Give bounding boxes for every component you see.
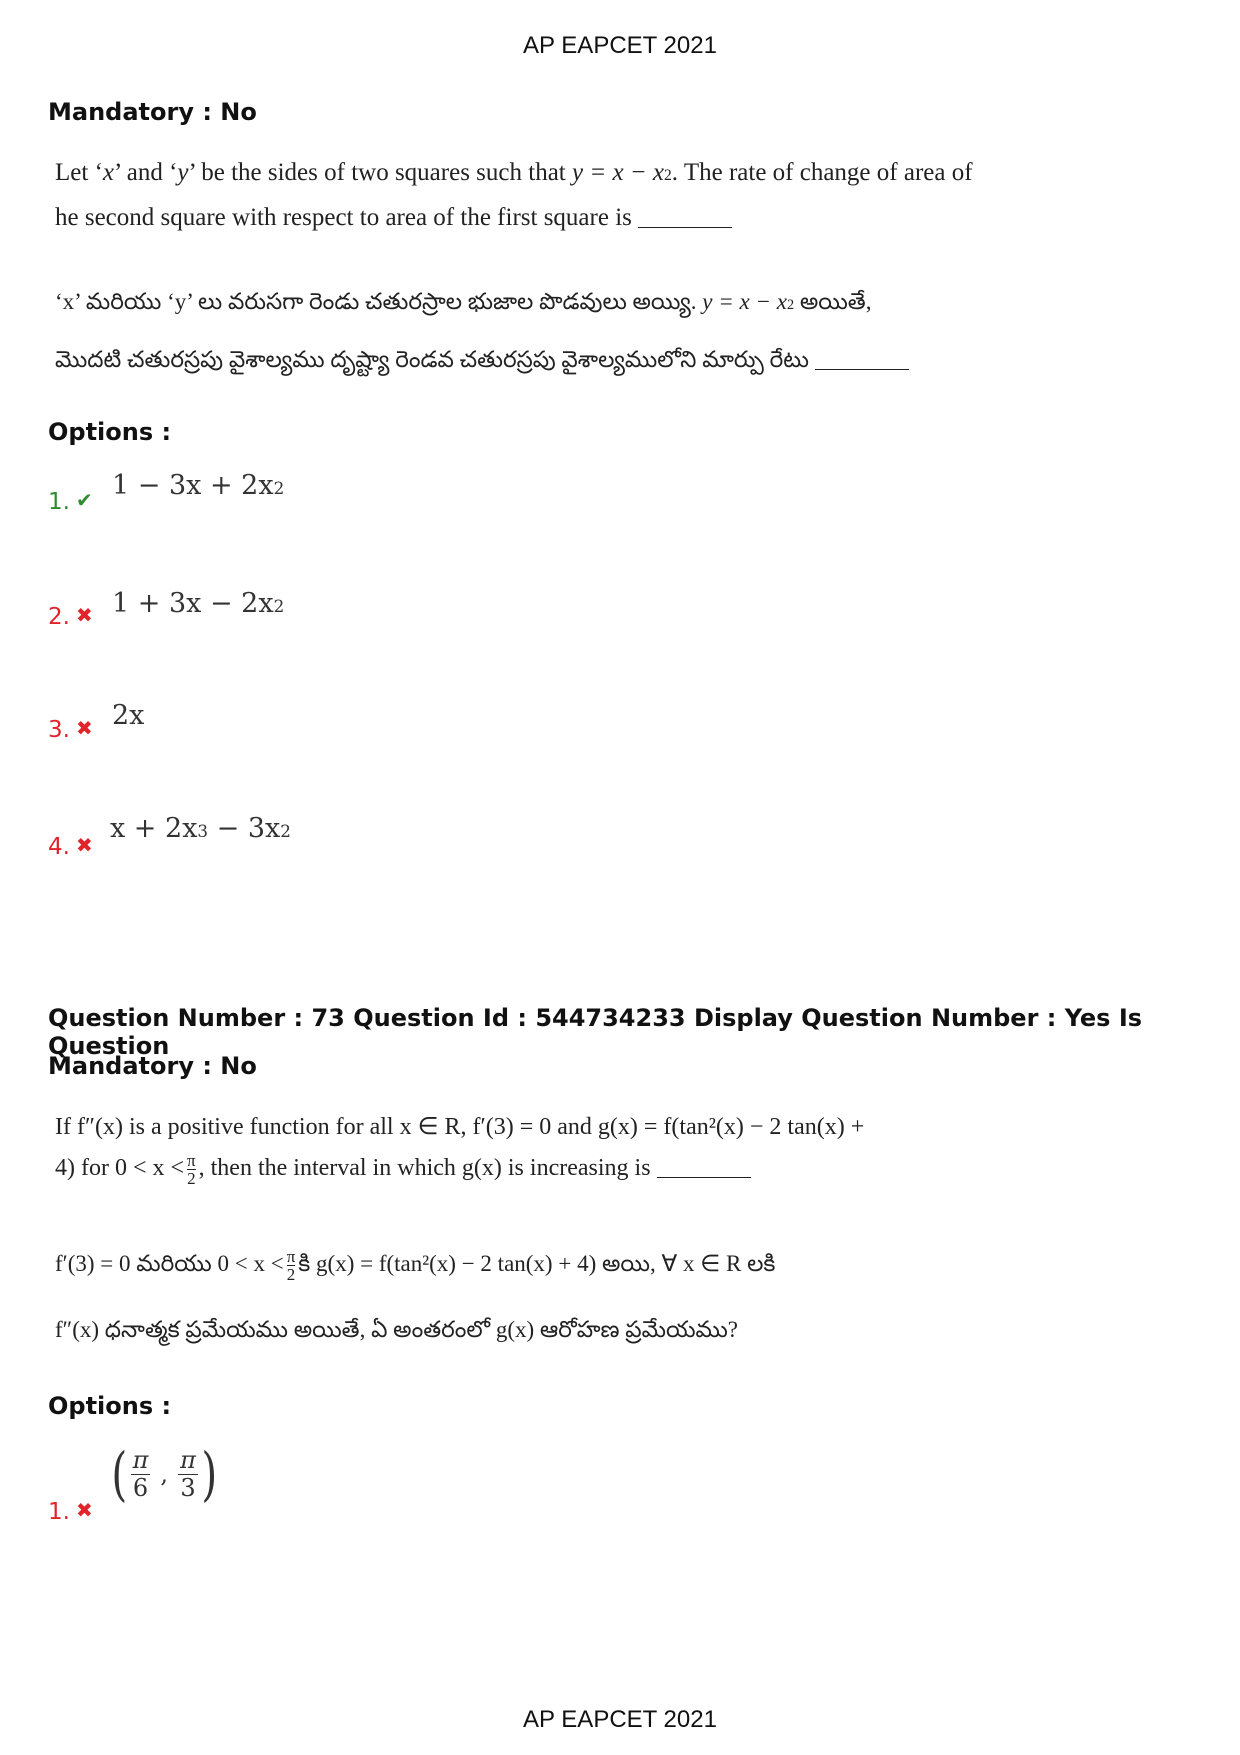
wrong-cross-icon: ✖: [75, 716, 93, 740]
q72-option-3-text: 2x: [112, 700, 145, 731]
correct-check-icon: ✔: [75, 488, 93, 512]
page-footer: AP EAPCET 2021: [523, 1706, 717, 1733]
q73-telugu-line-2: f″(x) ధనాత్మక ప్రమేయము అయితే, ఏ అంతరంలో g(x) ఆరోహణ ప్రమేయము?: [55, 1317, 739, 1342]
q72-option-1-text: $1 - 3x + 2x^2$: [112, 470, 285, 501]
q73-heading: Question Number : 73 Question Id : 544734233 Display Question Number : Yes Is Question: [48, 1004, 1143, 1060]
q73-options-label: Options :: [48, 1392, 172, 1420]
answer-blank: [638, 227, 732, 228]
answer-blank: [815, 369, 909, 370]
right-paren: ): [201, 1440, 218, 1508]
wrong-cross-icon: ✖: [75, 603, 93, 627]
wrong-cross-icon: ✖: [75, 1498, 93, 1522]
wrong-cross-icon: ✖: [75, 833, 93, 857]
q72-option-4-text: $x + 2x^3 - 3x^2$: [110, 813, 291, 844]
q72-telugu-line-2: మొదటి చతురస్రపు వైశాల్యము దృష్ట్యా రెండవ చతురస్రపు వైశాల్యములోని మార్పు రేటు: [55, 348, 909, 371]
q73-option-1-text: ( $\frac{\pi}{6}$ , $\frac{\pi}{3}$ ): [111, 1440, 218, 1508]
q73-english-line-1: If f″(x) is a positive function for all x ∈ R, f′(3) = 0 and g(x) = f(tan²(x) − 2 tan(x) +: [55, 1114, 865, 1140]
q73-telugu-line-1: f′(3) = 0 మరియు 0 < x < $\frac{\pi}{2}$ కి g(x) = f(tan²(x) − 2 tan(x) + 4) అయి, ∀ x ∈ R లకి: [55, 1247, 776, 1284]
pi-over-2-fraction: $\frac{\pi}{2}$: [187, 1151, 196, 1188]
q72-option-2-number: 2. ✖: [48, 603, 93, 630]
q73-mandatory: Mandatory : No: [48, 1052, 257, 1080]
left-paren: (: [111, 1440, 128, 1508]
pi-over-2-fraction: $\frac{\pi}{2}$: [286, 1247, 296, 1284]
page-header: AP EAPCET 2021: [523, 32, 717, 59]
q72-mandatory: Mandatory : No: [48, 98, 257, 126]
q72-option-2-text: $1 + 3x - 2x^2$: [112, 588, 285, 619]
q72-telugu-line-1: ‘x’ మరియు ‘y’ లు వరుసగా రెండు చతురస్రాల భుజాల పొడవులు అయ్యి. $y = x - x^2$ అయితే,: [55, 289, 872, 314]
q73-english-line-2: 4) for 0 < x < $\frac{\pi}{2}$ , then the interval in which g(x) is increasing is: [55, 1152, 751, 1187]
q72-english-line-1: Let ‘x’ and ‘y’ be the sides of two squares such that $y = x - x^2$. The rate of change of area of: [55, 159, 973, 186]
q72-option-3-number: 3. ✖: [48, 716, 93, 743]
q72-english-line-2: he second square with respect to area of the first square is: [55, 205, 732, 230]
answer-blank: [657, 1177, 751, 1178]
q72-options-label: Options :: [48, 418, 172, 446]
q72-option-4-number: 4. ✖: [48, 833, 93, 860]
q73-option-1-number: 1. ✖: [48, 1498, 93, 1525]
q72-option-1-number: 1. ✔: [48, 488, 93, 515]
